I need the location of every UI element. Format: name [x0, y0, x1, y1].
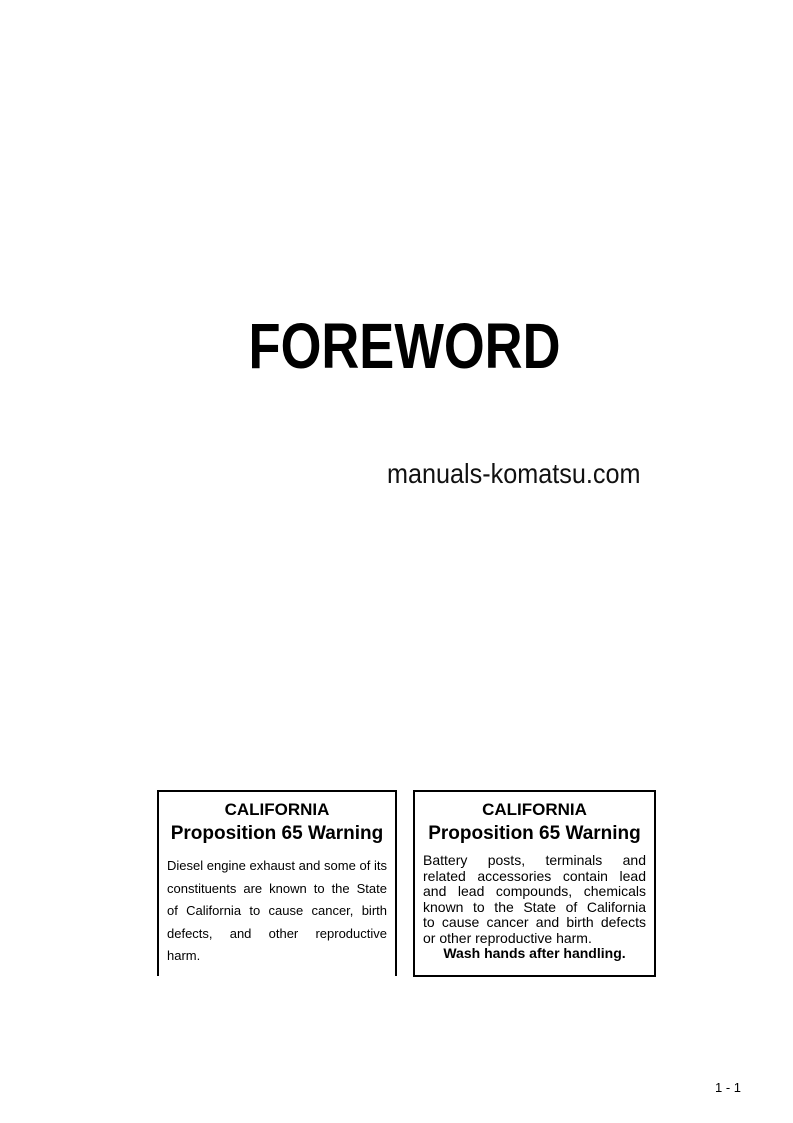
warning-line: and lead compounds, chemicals — [423, 883, 646, 899]
watermark-text: manuals-komatsu.com — [387, 458, 641, 489]
warning-line: known to the State of California — [423, 898, 646, 915]
page-number: 1 - 1 — [714, 1080, 741, 1095]
warning-line: related accessories contain lead — [423, 867, 646, 884]
warning-heading: CALIFORNIA — [224, 800, 330, 819]
page-title: FOREWORD — [248, 310, 561, 382]
warning-line: harm. — [167, 948, 201, 963]
warning-heading: CALIFORNIA — [482, 800, 587, 819]
warning-box-diesel — [157, 790, 397, 976]
warning-line: of California to cause cancer, birth — [167, 903, 387, 918]
warning-emphasis-line: Wash hands after handling. — [443, 945, 626, 961]
warning-subheading: Proposition 65 Warning — [428, 823, 641, 844]
warning-body — [415, 853, 654, 962]
warning-subheading: Proposition 65 Warning — [170, 823, 384, 844]
warning-line: or other reproductive harm. — [423, 929, 592, 946]
warning-line: Battery posts, terminals and — [423, 852, 646, 868]
warning-line: Diesel engine exhaust and some of its — [167, 858, 387, 873]
warning-box-battery — [413, 790, 656, 977]
warning-body — [159, 855, 395, 968]
warning-line: to cause cancer and birth defects — [423, 914, 646, 930]
warning-line: defects, and other reproductive — [167, 925, 387, 941]
warning-line: constituents are known to the State — [167, 880, 387, 896]
